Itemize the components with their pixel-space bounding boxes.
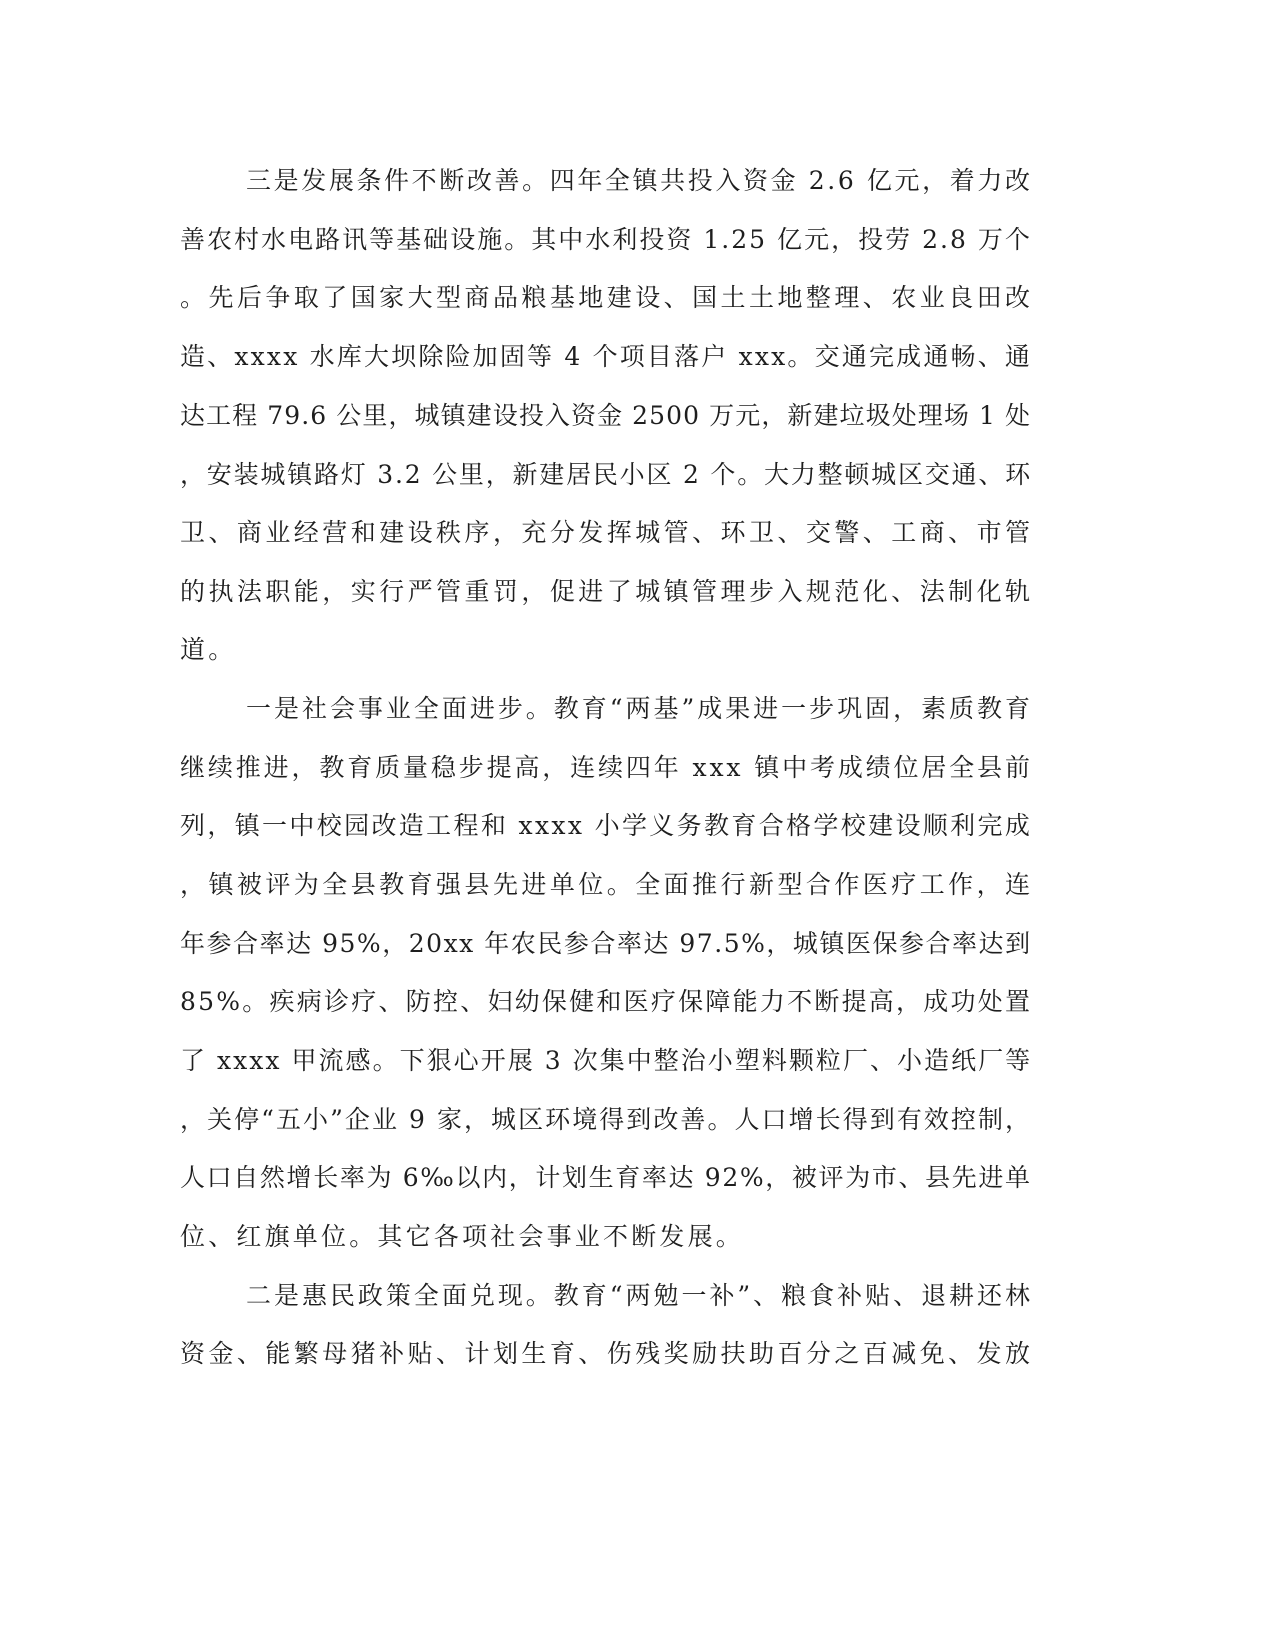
- line-text: 列，镇一中校园改造工程和 xxxx 小学义务教育合格学校建设顺利完成: [180, 811, 1033, 840]
- text-line: [0, 1334, 1275, 1374]
- text-line: [0, 572, 1275, 612]
- line-text: 继续推进，教育质量稳步提高，连续四年 xxx 镇中考成绩位居全县前: [180, 753, 1033, 782]
- line-text: 造、xxxx 水库大坝除险加固等 4 个项目落户 xxx。交通完成通畅、通: [180, 342, 1033, 371]
- text-line: [0, 865, 1275, 905]
- text-line: [0, 1276, 1275, 1316]
- line-text: ，镇被评为全县教育强县先进单位。全面推行新型合作医疗工作，连: [180, 870, 1034, 899]
- text-line: [0, 278, 1275, 318]
- line-text: 位、红旗单位。其它各项社会事业不断发展。: [180, 1222, 745, 1251]
- line-text: 道。: [180, 635, 237, 664]
- text-line: [0, 748, 1275, 788]
- text-line: [0, 1041, 1275, 1081]
- line-text: 人口自然增长率为 6‰以内，计划生育率达 92%，被评为市、县先进单: [180, 1163, 1032, 1192]
- line-text: 。先后争取了国家大型商品粮基地建设、国土土地整理、农业良田改: [180, 283, 1034, 312]
- line-text: 达工程 79.6 公里，城镇建设投入资金 2500 万元，新建垃圾处理场 1 处: [180, 401, 1032, 430]
- line-text: ，关停“五小”企业 9 家，城区环境得到改善。人口增长得到有效控制，: [180, 1105, 1033, 1134]
- line-text: 年参合率达 95%，20xx 年农民参合率达 97.5%，城镇医保参合率达到: [180, 929, 1032, 958]
- text-line: [0, 1158, 1275, 1198]
- text-line: [0, 513, 1275, 553]
- line-text: 卫、商业经营和建设秩序，充分发挥城管、环卫、交警、工商、市管: [180, 518, 1034, 547]
- text-line: [0, 806, 1275, 846]
- text-line: [0, 396, 1275, 436]
- line-text: ，安装城镇路灯 3.2 公里，新建居民小区 2 个。大力整顿城区交通、环: [180, 460, 1032, 489]
- line-text: 善农村水电路讯等基础设施。其中水利投资 1.25 亿元，投劳 2.8 万个: [180, 225, 1032, 254]
- text-line: [0, 161, 1275, 201]
- text-line: [0, 630, 1275, 670]
- line-text: 85%。疾病诊疗、防控、妇幼保健和医疗保障能力不断提高，成功处置: [180, 987, 1033, 1016]
- line-text: 的执法职能，实行严管重罚，促进了城镇管理步入规范化、法制化轨: [180, 577, 1034, 606]
- text-line: [0, 455, 1275, 495]
- text-line: [0, 982, 1275, 1022]
- line-text: 三是发展条件不断改善。四年全镇共投入资金 2.6 亿元，着力改: [246, 166, 1033, 195]
- line-text: 一是社会事业全面进步。教育“两基”成果进一步巩固，素质教育: [246, 694, 1033, 723]
- text-line: [0, 689, 1275, 729]
- text-line: [0, 924, 1275, 964]
- line-text: 了 xxxx 甲流感。下狠心开展 3 次集中整治小塑料颗粒厂、小造纸厂等: [180, 1046, 1033, 1075]
- line-text: 资金、能繁母猪补贴、计划生育、伤残奖励扶助百分之百减免、发放: [180, 1339, 1034, 1368]
- text-line: [0, 1100, 1275, 1140]
- line-text: 二是惠民政策全面兑现。教育“两勉一补”、粮食补贴、退耕还林: [246, 1281, 1033, 1310]
- text-line: [0, 1217, 1275, 1257]
- text-line: [0, 337, 1275, 377]
- text-line: [0, 220, 1275, 260]
